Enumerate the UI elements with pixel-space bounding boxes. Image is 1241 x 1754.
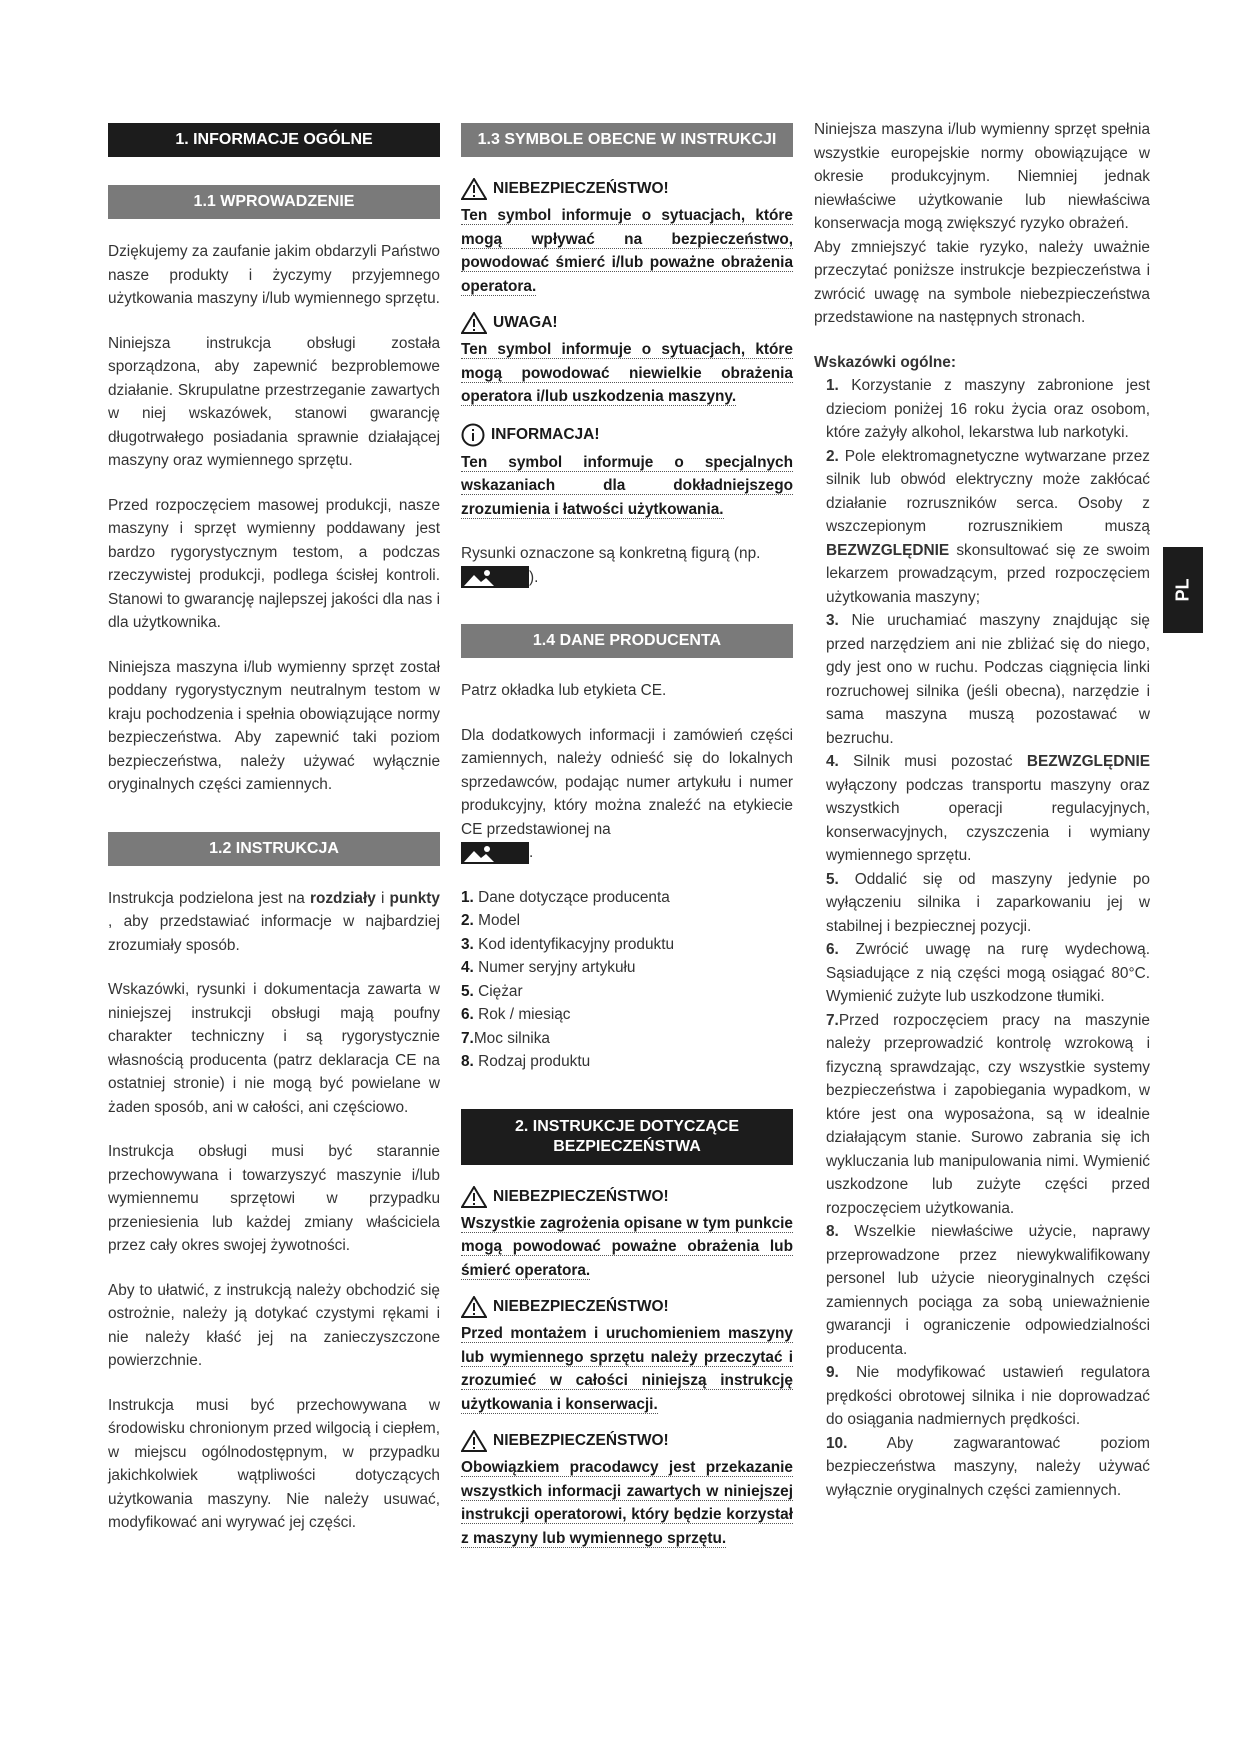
- danger-title: NIEBEZPIECZEŃSTWO!: [461, 1430, 793, 1452]
- manual-paragraph-5: Instrukcja musi być przechowywana w środowisku chronionym przed wilgocią i ciepłem, w miejscu ogólnodostępnym, w przypadku jakichkolwiek wątpliwości dotyczących użytkowania maszyny. Nie należy usuwać, modyfikować ani wyrywać jej części.: [108, 1396, 440, 1531]
- manufacturer-paragraph: Dla dodatkowych informacji i zamówień części zamiennych, należy odnieść się do lokalnych sprzedawców, podając numer artykułu i numer produkcyjny, który można znaleźć na etykiecie CE przedstawionej na .: [461, 724, 793, 865]
- intro-paragraph-1: Dziękujemy za zaufanie jakim obdarzyli Państwo nasze produkty i życzymy przyjemnego użytkowania maszyny i/lub wymiennego sprzętu.: [108, 243, 440, 307]
- section-heading-1-4: 1.4 DANE PRODUCENTA: [461, 624, 793, 658]
- info-circle-icon: [461, 423, 485, 447]
- column-2: [461, 123, 793, 1550]
- list-item: 7.Przed rozpoczęciem pracy na maszynie należy przeprowadzić kontrolę wzrokową i fizyczną sprawdzając, czy wszystkie systemy bezpieczeństwa i zapobiegania wypadkom, w które jest ona wyposażona, są w idealnie działającym stanie. Surowo zabrania się ich wykluczania lub manipulowania nimi. Wymienić uszkodzone lub zużyte części przed rozpoczęciem użytkowania.: [826, 1011, 1150, 1217]
- danger-title: NIEBEZPIECZEŃSTWO!: [461, 1296, 793, 1318]
- warning-triangle-icon: [461, 312, 487, 334]
- danger-title: NIEBEZPIECZEŃSTWO!: [461, 1186, 793, 1208]
- warning-triangle-icon: [461, 178, 487, 200]
- section-heading-1-2: 1.2 INSTRUKCJA: [108, 832, 440, 866]
- warning-triangle-icon: [461, 1296, 487, 1318]
- manual-paragraph-1: Instrukcja podzielona jest na rozdziały i punkty , aby przedstawiać informacje w najbardziej zrozumiały sposób.: [108, 889, 440, 954]
- list-item: 2. Pole elektromagnetyczne wytwarzane przez silnik lub obwód elektryczny może zakłócać działanie rozruszników serca. Osoby z wszczepionym rozrusznikiem muszą BEZWZGLĘDNIE skonsultować się ze swoim lekarzem prowadzącym, przed rozpoczęciem użytkowania maszyny;: [826, 447, 1150, 606]
- general-guidelines-title: Wskazówki ogólne:: [814, 353, 956, 371]
- language-tab: PL: [1163, 547, 1203, 633]
- intro-paragraph-2: Niniejsza instrukcja obsługi została sporządzona, aby zapewnić bezproblemowe działanie. Skrupulatne przestrzeganie zawartych w niej wskazówek, stanowi gwarancję długotrwałego posiadania sprawnie działającej maszyny oraz wymiennego sprzętu.: [108, 334, 440, 469]
- danger-title: NIEBEZPIECZEŃSTWO!: [461, 178, 793, 200]
- list-item: 9. Nie modyfikować ustawień regulatora prędkości obrotowej silnika i nie doprowadzać do osiągania nadmiernych prędkości.: [826, 1364, 1150, 1428]
- manufacturer-note: Patrz okładka lub etykieta CE.: [461, 682, 667, 699]
- list-item: 6. Zwrócić uwagę na rurę wydechową. Sąsiadujące z nią części mogą osiągać 80°C. Wymienić zużyte lub uszkodzone tłumiki.: [826, 941, 1150, 1005]
- danger-text: Przed montażem i uruchomieniem maszyny lub wymiennego sprzętu należy przeczytać i zrozumieć w całości niniejszą instrukcję użytkowania i konserwacji.: [461, 1325, 793, 1413]
- figure-icon: [461, 566, 529, 588]
- list-item: 8. Wszelkie niewłaściwe użycie, naprawy przeprowadzone przez niewykwalifikowany personel lub użycie nieoryginalnych części zamiennych pociąga za sobą unieważnienie gwarancji i ograniczenie odpowiedzialności producenta.: [826, 1223, 1150, 1358]
- list-item: 4. Silnik musi pozostać BEZWZGLĘDNIE wyłączony podczas transportu maszyny oraz wszystkich operacji regulacyjnych, konserwacyjnych, czyszczenia i wymiany wymiennego sprzętu.: [826, 753, 1150, 864]
- safety-paragraph-1: Niniejsza maszyna i/lub wymienny sprzęt spełnia wszystkie europejskie normy obowiązujące w okresie produkcyjnym. Niemniej jednak niewłaściwe użytkowanie lub niewłaściwa konserwacja mogą zwiększyć ryzyko obrażeń.: [814, 121, 1150, 232]
- warning-triangle-icon: [461, 1186, 487, 1208]
- section-heading-1: 1. INFORMACJE OGÓLNE: [108, 123, 440, 157]
- info-title: INFORMACJA!: [461, 423, 793, 447]
- figure-note: Rysunki oznaczone są konkretną figurą (np. ).: [461, 542, 793, 589]
- list-item: 4. Numer seryjny artykułu: [461, 959, 636, 976]
- danger-text: Ten symbol informuje o sytuacjach, które mogą wpływać na bezpieczeństwo, powodować śmierć i/lub poważne obrażenia operatora.: [461, 207, 793, 295]
- section-heading-1-1: 1.1 WPROWADZENIE: [108, 185, 440, 219]
- intro-paragraph-4: Niniejsza maszyna i/lub wymienny sprzęt został poddany rygorystycznym neutralnym testom w kraju pochodzenia i spełnia obowiązujące normy bezpieczeństwa. Aby zapewnić taki poziom bezpieczeństwa, należy używać wyłącznie oryginalnych części zamiennych.: [108, 658, 440, 793]
- list-item: 5. Ciężar: [461, 982, 523, 1000]
- general-guidelines-list: [814, 374, 1150, 1502]
- intro-paragraph-3: Przed rozpoczęciem masowej produkcji, nasze maszyny i sprzęt wymienny poddawany jest bardzo rygorystycznym testom, a podczas rzeczywistej produkcji, podlega ścisłej kontroli. Stanowi to gwarancję najlepszej jakości dla nas i dla użytkownika.: [108, 496, 440, 631]
- caution-title: UWAGA!: [461, 312, 793, 334]
- danger-text: Wszystkie zagrożenia opisane w tym punkcie mogą powodować poważne obrażenia lub śmierć operatora.: [461, 1214, 793, 1279]
- warning-triangle-icon: [461, 1430, 487, 1452]
- manual-paragraph-2: Wskazówki, rysunki i dokumentacja zawarta w niniejszej instrukcji obsługi mają poufny charakter techniczny i są rygorystycznie własnością producenta (patrz deklaracja CE na ostatniej stronie) i nie mogą być powielane w żaden sposób, ani w całości, ani częściowo.: [108, 981, 440, 1116]
- list-item: 3. Nie uruchamiać maszyny znajdując się przed narzędziem ani nie zbliżać się do niego, gdy jest ono w ruchu. Podczas ciągnięcia linki rozruchowej silnika (jeśli obecna), narzędzie i sama maszyna muszą pozostawać w bezruchu.: [826, 612, 1150, 747]
- caution-text: Ten symbol informuje o sytuacjach, które mogą powodować niewielkie obrażenia operatora i/lub uszkodzenia maszyny.: [461, 341, 793, 405]
- section-heading-1-3: 1.3 SYMBOLE OBECNE W INSTRUKCJI: [461, 123, 793, 157]
- list-item: 8. Rodzaj produktu: [461, 1053, 591, 1070]
- manual-paragraph-4: Aby to ułatwić, z instrukcją należy obchodzić się ostrożnie, należy ją dotykać czystymi rękami i nie należy kłaść jej na zanieczyszczone powierzchnie.: [108, 1281, 440, 1369]
- list-item: 5. Oddalić się od maszyny jedynie po wyłączeniu silnika i zaparkowaniu jej w stabilnej i bezpiecznej pozycji.: [826, 870, 1150, 935]
- info-text: Ten symbol informuje o specjalnych wskazaniach dla dokładniejszego zrozumienia i łatwości użytkowania.: [461, 453, 793, 518]
- list-item: 10. Aby zagwarantować poziom bezpieczeństwa maszyny, należy używać wyłącznie oryginalnych części zamiennych.: [826, 1434, 1150, 1499]
- list-item: 3. Kod identyfikacyjny produktu: [461, 935, 675, 953]
- column-1: [108, 123, 440, 1535]
- list-item: 1. Dane dotyczące producenta: [461, 888, 670, 906]
- column-3: [814, 118, 1150, 1502]
- manual-paragraph-3: Instrukcja obsługi musi być starannie przechowywana i towarzyszyć maszynie i/lub wymiennemu sprzętowi w przypadku przeniesienia lub każdej zmiany właściciela przez cały okres swojej żywotności.: [108, 1143, 440, 1254]
- list-item: 6. Rok / miesiąc: [461, 1006, 571, 1023]
- list-item: 1. Korzystanie z maszyny zabronione jest dzieciom poniżej 16 roku życia oraz osobom, które zażyły alkohol, lekarstwa lub narkotyki.: [826, 377, 1150, 441]
- list-item: 7.Moc silnika: [461, 1029, 550, 1047]
- section-heading-2: 2. INSTRUKCJE DOTYCZĄCE BEZPIECZEŃSTWA: [461, 1109, 793, 1165]
- safety-paragraph-2: Aby zmniejszyć takie ryzyko, należy uważnie przeczytać poniższe instrukcje bezpieczeństwa i zwrócić uwagę na symbole niebezpieczeństwa przedstawione na następnych stronach.: [814, 238, 1150, 326]
- list-item: 2. Model: [461, 912, 521, 929]
- figure-icon: [461, 842, 529, 864]
- danger-text: Obowiązkiem pracodawcy jest przekazanie wszystkich informacji zawartych w niniejszej instrukcji operatorowi, który będzie korzystał z maszyny lub wymiennego sprzętu.: [461, 1459, 793, 1547]
- ce-label-list: [461, 886, 793, 1074]
